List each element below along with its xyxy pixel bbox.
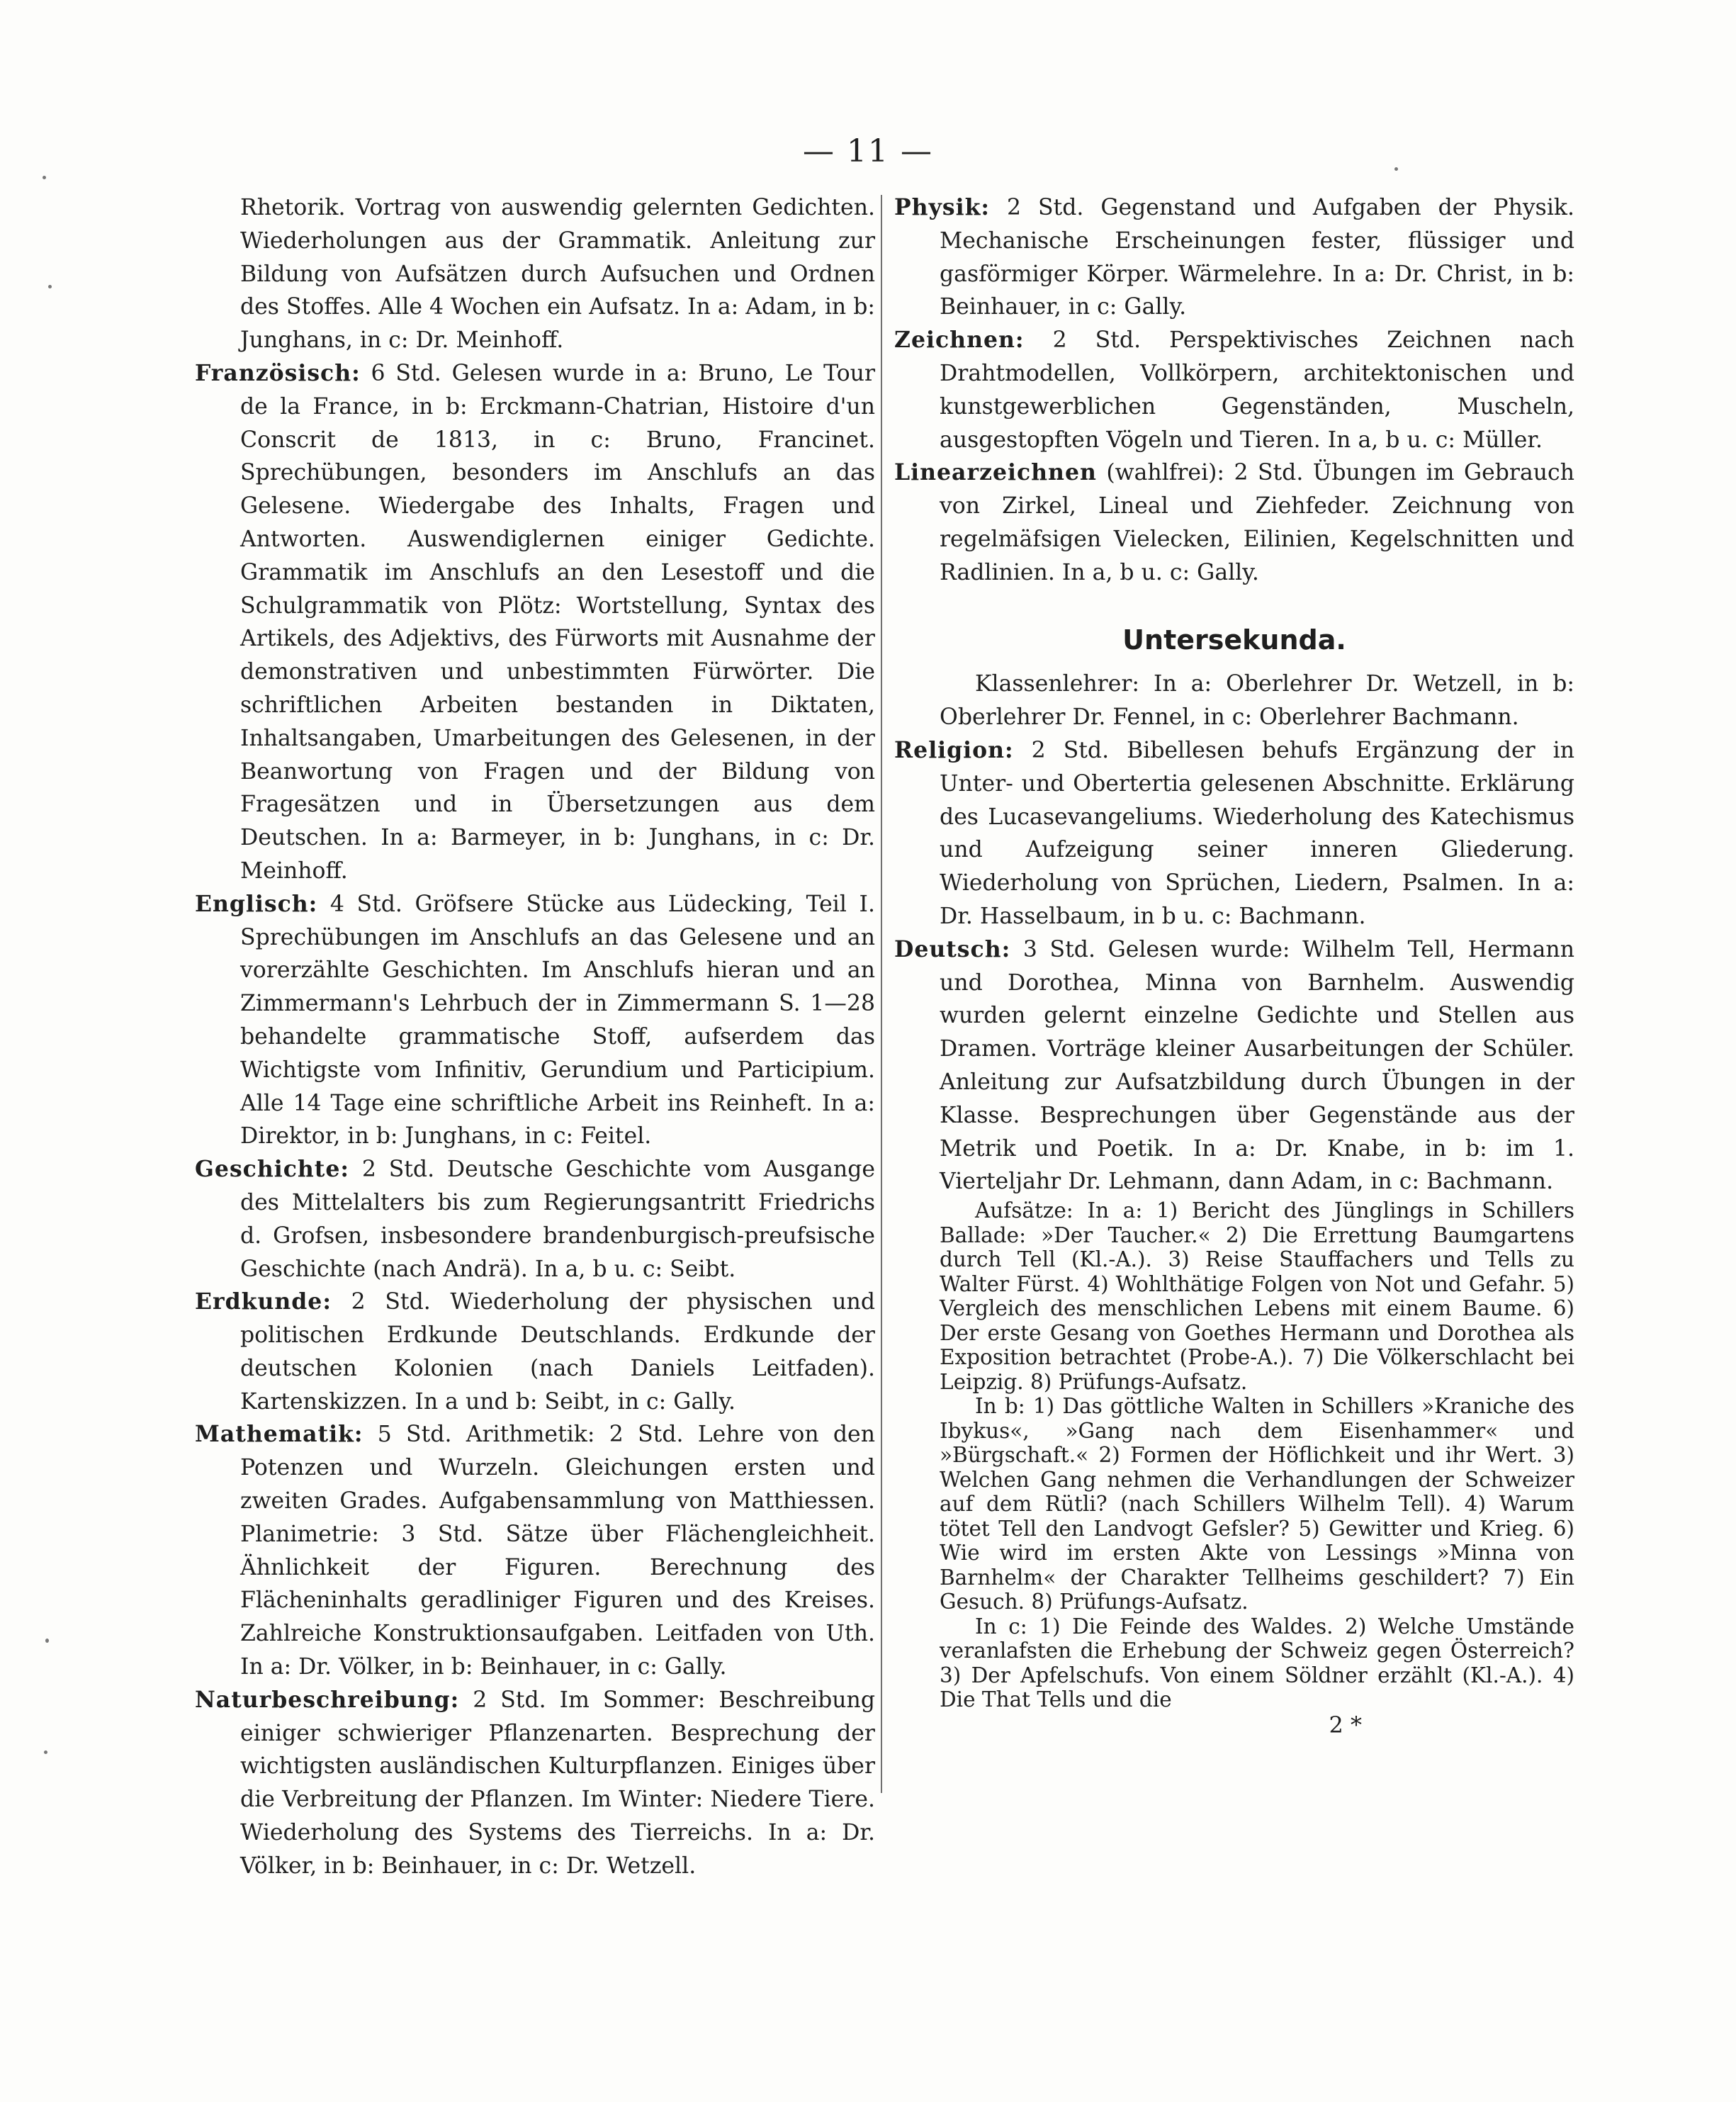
entry-heading: Deutsch: — [894, 935, 1011, 962]
entry-heading: Geschichte: — [195, 1156, 350, 1183]
speck — [48, 285, 52, 288]
speck — [1394, 167, 1398, 171]
klassenlehrer: Klassenlehrer: In a: Oberlehrer Dr. Wetzell, in b: Oberlehrer Dr. Fennel, in c: Oberlehrer Bachmann. — [940, 671, 1574, 731]
entry-heading: Englisch: — [195, 890, 318, 917]
entry-linearzeichnen — [894, 456, 1574, 589]
entry-heading: Mathematik: — [195, 1421, 363, 1448]
entry-heading: Religion: — [894, 736, 1014, 763]
entry-body: 4 Std. Gröfsere Stücke aus Lüdecking, Teil I. Sprechübungen im Anschlufs an das Gelesene und an vorerzählte Geschichten. Im Anschlufs hieran und an Zimmermann's Lehrbuch der in Zimmermann S. 1—28 behandelte grammatische Stoff, aufserdem das Wichtigste vom Infinitiv, Gerundium und Participium. Alle 14 Tage eine schriftliche Arbeit ins Reinheft. In a: Direktor, in b: Junghans, in c: Feitel. — [240, 891, 875, 1150]
entry-heading: Linearzeichnen — [894, 459, 1097, 486]
entry-heading: Naturbeschreibung: — [195, 1686, 460, 1713]
aufsaetze-a: Aufsätze: In a: 1) Bericht des Jünglings in Schillers Ballade: »Der Taucher.« 2) Die Errettung Baumgartens durch Tell (Kl.-A.). 3) Reise Stauffachers und Tells zu Walter Fürst. 4) Wohlthätige Folgen von Not und Gefahr. 5) Vergleich des menschlichen Lebens mit einem Baume. 6) Der erste Gesang von Goethes Hermann und Dorothea als Exposition betrachtet (Probe-A.). 7) Die Völkerschlacht bei Leipzig. 8) Prüfungs-Aufsatz. — [940, 1198, 1574, 1394]
entry-religion — [894, 734, 1574, 933]
signature-mark: 2 * — [1329, 1711, 1362, 1738]
entry-body: 2 Std. Gegenstand und Aufgaben der Physik. Mechanische Erscheinungen fester, flüssiger und gasförmiger Körper. Wärmelehre. In a: Dr. Christ, in b: Beinhauer, in c: Gally. — [940, 195, 1574, 320]
entry-heading: Erdkunde: — [195, 1288, 332, 1315]
aufsaetze-b: In b: 1) Das göttliche Walten in Schillers »Kraniche des Ibykus«, »Gang nach dem Eisenhammer« und »Bürgschaft.« 2) Formen der Höflichkeit und ihr Wert. 3) Welchen Gang nehmen die Verhandlungen der Schweizer auf dem Rütli? (nach Schillers Wilhelm Tell). 4) Warum tötet Tell den Landvogt Gefsler? 5) Gewitter und Krieg. 6) Wie wird im ersten Akte von Lessings »Minna von Barnhelm« der Charakter Tellheims geschildert? 7) Ein Gesuch. 8) Prüfungs-Aufsatz. — [940, 1394, 1574, 1614]
entry-geschichte — [195, 1153, 875, 1286]
entry-heading: Physik: — [894, 194, 991, 220]
entry-body: 3 Std. Gelesen wurde: Wilhelm Tell, Hermann und Dorothea, Minna von Barnhelm. Auswendig wurden gelernt einzelne Gedichte und Stellen aus Dramen. Vorträge kleiner Ausarbeitungen der Schüler. Anleitung zur Aufsatzbildung durch Übungen in der Klasse. Besprechungen über Gegenstände aus der Metrik und Poetik. In a: Dr. Knabe, in b: im 1. Vierteljahr Dr. Lehmann, dann Adam, in c: Bachmann. — [940, 936, 1574, 1195]
entry-body: 2 Std. Bibellesen behufs Ergänzung der in Unter- und Obertertia gelesenen Abschnitte. Erklärung des Lucasevangeliums. Wiederholung des Katechismus und Aufzeigung seiner inneren Gliederung. Wiederholung von Sprüchen, Liedern, Psalmen. In a: Dr. Hasselbaum, in b u. c: Bachmann. — [940, 737, 1574, 929]
entry-body: 2 Std. Perspektivisches Zeichnen nach Drahtmodellen, Vollkörpern, architektonischen und kunstgewerblichen Gegenständen, Muscheln, ausgestopften Vögeln und Tieren. In a, b u. c: Müller. — [940, 327, 1574, 453]
entry-heading: Französisch: — [195, 359, 361, 386]
column-divider — [881, 195, 882, 1793]
entry-mathematik — [195, 1418, 875, 1683]
entry-englisch — [195, 888, 875, 1153]
aufsaetze-c: In c: 1) Die Feinde des Waldes. 2) Welche Umstände veranlafsten die Erhebung der Schweiz gegen Österreich? 3) Der Apfelschufs. Von einem Söldner erzählt (Kl.-A.). 4) Die That Tells und die — [940, 1614, 1574, 1712]
entry-zeichnen — [894, 324, 1574, 456]
entry-body: 2 Std. Deutsche Geschichte vom Ausgange des Mittelalters bis zum Regierungsantritt Friedrichs d. Grofsen, insbesondere brandenburgisch-preufsische Geschichte (nach Andrä). In a, b u. c: Seibt. — [240, 1157, 875, 1282]
entry-body: 2 Std. Wiederholung der physischen und politischen Erdkunde Deutschlands. Erdkunde der deutschen Kolonien (nach Daniels Leitfaden). Kartenskizzen. In a und b: Seibt, in c: Gally. — [240, 1289, 875, 1415]
entry-body: (wahlfrei): 2 Std. Übungen im Gebrauch von Zirkel, Lineal und Ziehfeder. Zeichnung von regelmäfsigen Vielecken, Eilinien, Kegelschnitten und Radlinien. In a, b u. c: Gally. — [940, 460, 1574, 585]
entry-deutsch — [894, 933, 1574, 1198]
entry-body: 6 Std. Gelesen wurde in a: Bruno, Le Tour de la France, in b: Erckmann-Chatrian, Histoire d'un Conscrit de 1813, in c: Bruno, Francinet. Sprechübungen, besonders im Anschlufs an das Gelesene. Wiedergabe des Inhalts, Fragen und Antworten. Auswendiglernen einiger Gedichte. Grammatik im Anschlufs an den Lesestoff und die Schulgrammatik von Plötz: Wortstellung, Syntax des Artikels, des Adjektivs, des Fürworts mit Ausnahme der demonstrativen und unbestimmten Fürwörter. Die schriftlichen Arbeiten bestanden in Diktaten, Inhaltsangaben, Umarbeitungen des Gelesenen, in der Beanwortung von Fragen und der Bildung von Fragesätzen und in Übersetzungen aus dem Deutschen. In a: Barmeyer, in b: Junghans, in c: Dr. Meinhoff. — [240, 360, 875, 884]
page-number: — 11 — — [803, 133, 933, 169]
left-column — [195, 191, 875, 1883]
entry-naturbeschreibung — [195, 1684, 875, 1883]
entry-heading: Zeichnen: — [894, 327, 1025, 354]
speck — [44, 1750, 47, 1754]
entry-body: 2 Std. Im Sommer: Beschreibung einiger schwieriger Pflanzenarten. Besprechung der wichtigsten ausländischen Kulturpflanzen. Einiges über die Verbreitung der Pflanzen. Im Winter: Niedere Tiere. Wiederholung des Systems des Tierreichs. In a: Dr. Völker, in b: Beinhauer, in c: Dr. Wetzell. — [240, 1687, 875, 1879]
section-title: Untersekunda. — [1122, 624, 1346, 656]
speck — [43, 176, 46, 179]
entry-physik — [894, 191, 1574, 324]
entry-franzoesisch — [195, 357, 875, 888]
deutsch-continuation: Rhetorik. Vortrag von auswendig gelernten Gedichten. Wiederholungen aus der Grammatik. Anleitung zur Bildung von Aufsätzen durch Aufsuchen und Ordnen des Stoffes. Alle 4 Wochen ein Aufsatz. In a: Adam, in b: Junghans, in c: Dr. Meinhoff. — [240, 195, 875, 354]
entry-erdkunde — [195, 1286, 875, 1418]
speck — [45, 1639, 49, 1643]
right-column — [894, 191, 1574, 1738]
entry-body: 5 Std. Arithmetik: 2 Std. Lehre von den Potenzen und Wurzeln. Gleichungen ersten und zweiten Grades. Aufgabensammlung von Matthiessen. Planimetrie: 3 Std. Sätze über Flächengleichheit. Ähnlichkeit der Figuren. Berechnung des Flächeninhalts geradliniger Figuren und des Kreises. Zahlreiche Konstruktionsaufgaben. Leitfaden von Uth. In a: Dr. Völker, in b: Beinhauer, in c: Gally. — [240, 1422, 875, 1680]
